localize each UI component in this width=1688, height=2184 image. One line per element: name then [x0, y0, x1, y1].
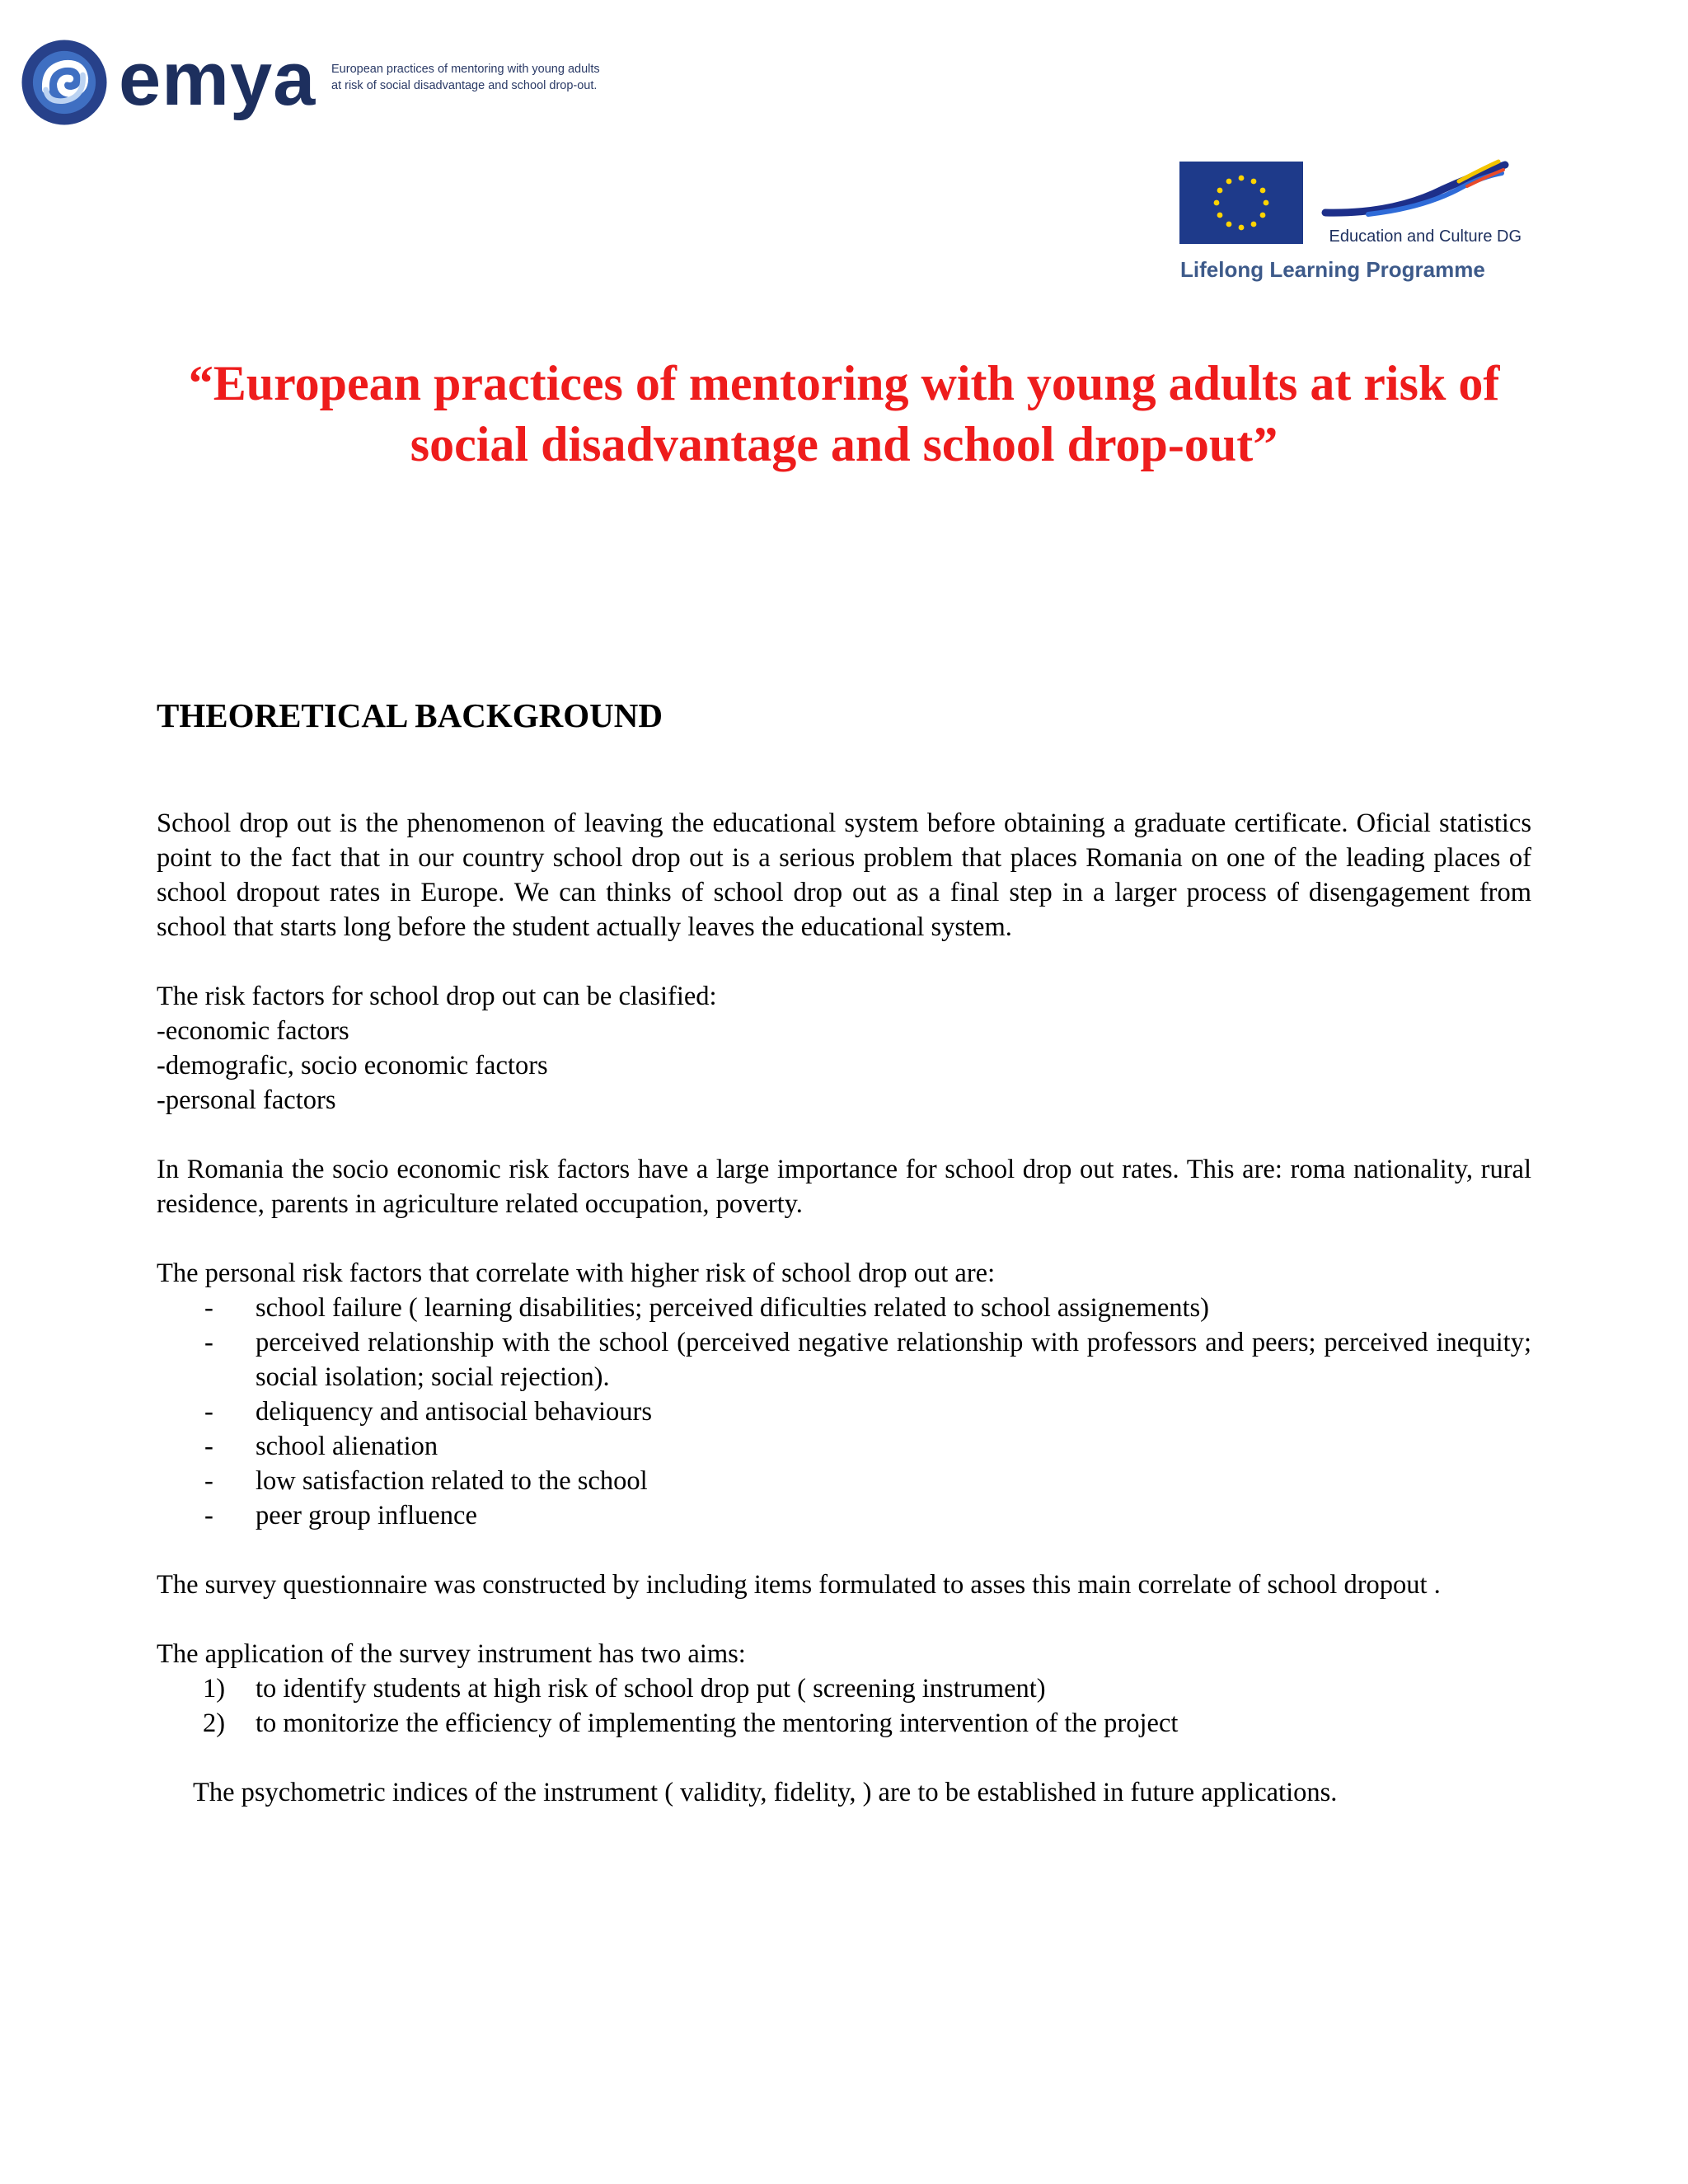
bullet-marker: - — [204, 1328, 213, 1357]
aims-intro: The application of the survey instrument has two aims: — [157, 1639, 746, 1669]
list-item-text: perceived relationship with the school (perceived negative relationship with professors and peers; perceived inequity; social isolation; social rejection). — [256, 1328, 1531, 1392]
list-item — [157, 1429, 1531, 1464]
risk-category-item: -economic factors — [157, 1016, 349, 1046]
list-item — [157, 1498, 1531, 1533]
list-item — [157, 1394, 1531, 1429]
eu-dg-label: Education and Culture DG — [1329, 227, 1522, 246]
bullet-marker: - — [204, 1466, 213, 1496]
intro-paragraph: School drop out is the phenomenon of leaving the educational system before obtaining a graduate certificate. Oficial statistics point to the fact that in our country school drop out is a serious problem that places Romania on one of the leading places of school dropout rates in Europe. We can thinks of school drop out as a final step in a larger process of disengagement from school that starts long before the student actually leaves the educational system. — [157, 808, 1531, 942]
eu-programme-logo — [1179, 157, 1525, 297]
list-item — [157, 1464, 1531, 1498]
closing-paragraph: The psychometric indices of the instrument ( validity, fidelity, ) are to be established in future applications. — [193, 1778, 1338, 1807]
risk-category-item: -demografic, socio economic factors — [157, 1051, 548, 1080]
education-culture-swoosh-icon — [1319, 157, 1517, 231]
list-item-text: deliquency and antisocial behaviours — [256, 1397, 653, 1427]
emya-tagline — [331, 61, 678, 94]
list-item — [157, 1671, 1531, 1706]
number-marker: 2) — [203, 1708, 226, 1738]
document-title — [157, 353, 1531, 475]
list-item-text: school failure ( learning disabilities; perceived dificulties related to school assignements) — [256, 1293, 1210, 1323]
romania-paragraph: In Romania the socio economic risk factors have a large importance for school drop out rates. This are: roma nationality, rural residence, parents in agriculture related occupation, poverty. — [157, 1155, 1531, 1219]
emya-logo — [18, 33, 645, 132]
list-item — [157, 1706, 1531, 1741]
section-body — [157, 806, 1531, 1810]
emya-wordmark: emya — [119, 37, 316, 121]
list-item-text: to monitorize the efficiency of implementing the mentoring intervention of the project — [256, 1708, 1179, 1738]
document-title-line1: “European practices of mentoring with young adults at risk of — [188, 356, 1500, 410]
list-item-text: to identify students at high risk of school drop put ( screening instrument) — [256, 1674, 1046, 1704]
survey-paragraph: The survey questionnaire was constructed by including items formulated to asses this main correlate of school dropout . — [157, 1570, 1441, 1600]
bullet-marker: - — [204, 1501, 213, 1530]
personal-factors-list — [157, 1291, 1531, 1533]
list-item — [157, 1325, 1531, 1394]
section-heading: THEORETICAL BACKGROUND — [157, 696, 663, 734]
personal-factors-intro: The personal risk factors that correlate with higher risk of school drop out are: — [157, 1258, 996, 1288]
list-item-text: school alienation — [256, 1432, 438, 1461]
emya-tagline-line1: European practices of mentoring with young adults — [331, 63, 600, 76]
aims-list — [157, 1671, 1531, 1741]
risk-factors-intro: The risk factors for school drop out can be clasified: — [157, 982, 717, 1011]
list-item — [157, 1291, 1531, 1325]
eu-flag-icon — [1179, 162, 1304, 244]
bullet-marker: - — [204, 1432, 213, 1461]
bullet-marker: - — [204, 1397, 213, 1427]
emya-tagline-line2: at risk of social disadvantage and school drop-out. — [331, 79, 598, 92]
document-title-line2: social disadvantage and school drop-out” — [410, 417, 1278, 471]
bullet-marker: - — [204, 1293, 213, 1323]
eu-programme-label: Lifelong Learning Programme — [1180, 257, 1485, 282]
risk-category-item: -personal factors — [157, 1085, 336, 1115]
list-item-text: peer group influence — [256, 1501, 477, 1530]
number-marker: 1) — [203, 1674, 226, 1704]
list-item-text: low satisfaction related to the school — [256, 1466, 648, 1496]
emya-swirl-icon — [18, 36, 110, 129]
